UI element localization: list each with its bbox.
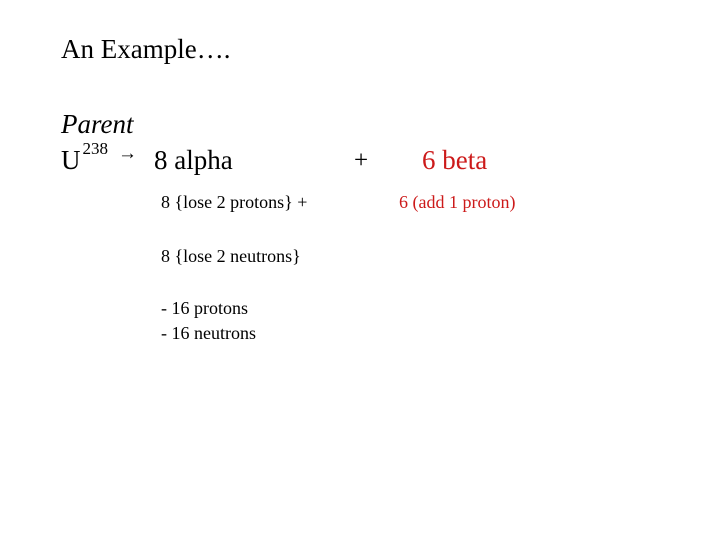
uranium-symbol: [61, 139, 108, 177]
element-symbol: U: [61, 145, 81, 175]
beta-protons-note: 6 (add 1 proton): [399, 192, 516, 212]
alpha-protons-note: 8 {lose 2 protons} +: [161, 192, 308, 212]
parent-label: Parent: [61, 109, 134, 139]
mass-number: 238: [82, 139, 108, 158]
plus-sign: +: [354, 147, 369, 174]
neutrons-total: - 16 neutrons: [161, 323, 256, 343]
arrow-icon: →: [118, 143, 137, 164]
alpha-neutrons-note: 8 {lose 2 neutrons}: [161, 246, 301, 266]
protons-total: - 16 protons: [161, 298, 248, 318]
alpha-term: 8 alpha: [154, 145, 233, 175]
beta-term: 6 beta: [422, 145, 488, 175]
slide-title: An Example….: [61, 34, 231, 64]
